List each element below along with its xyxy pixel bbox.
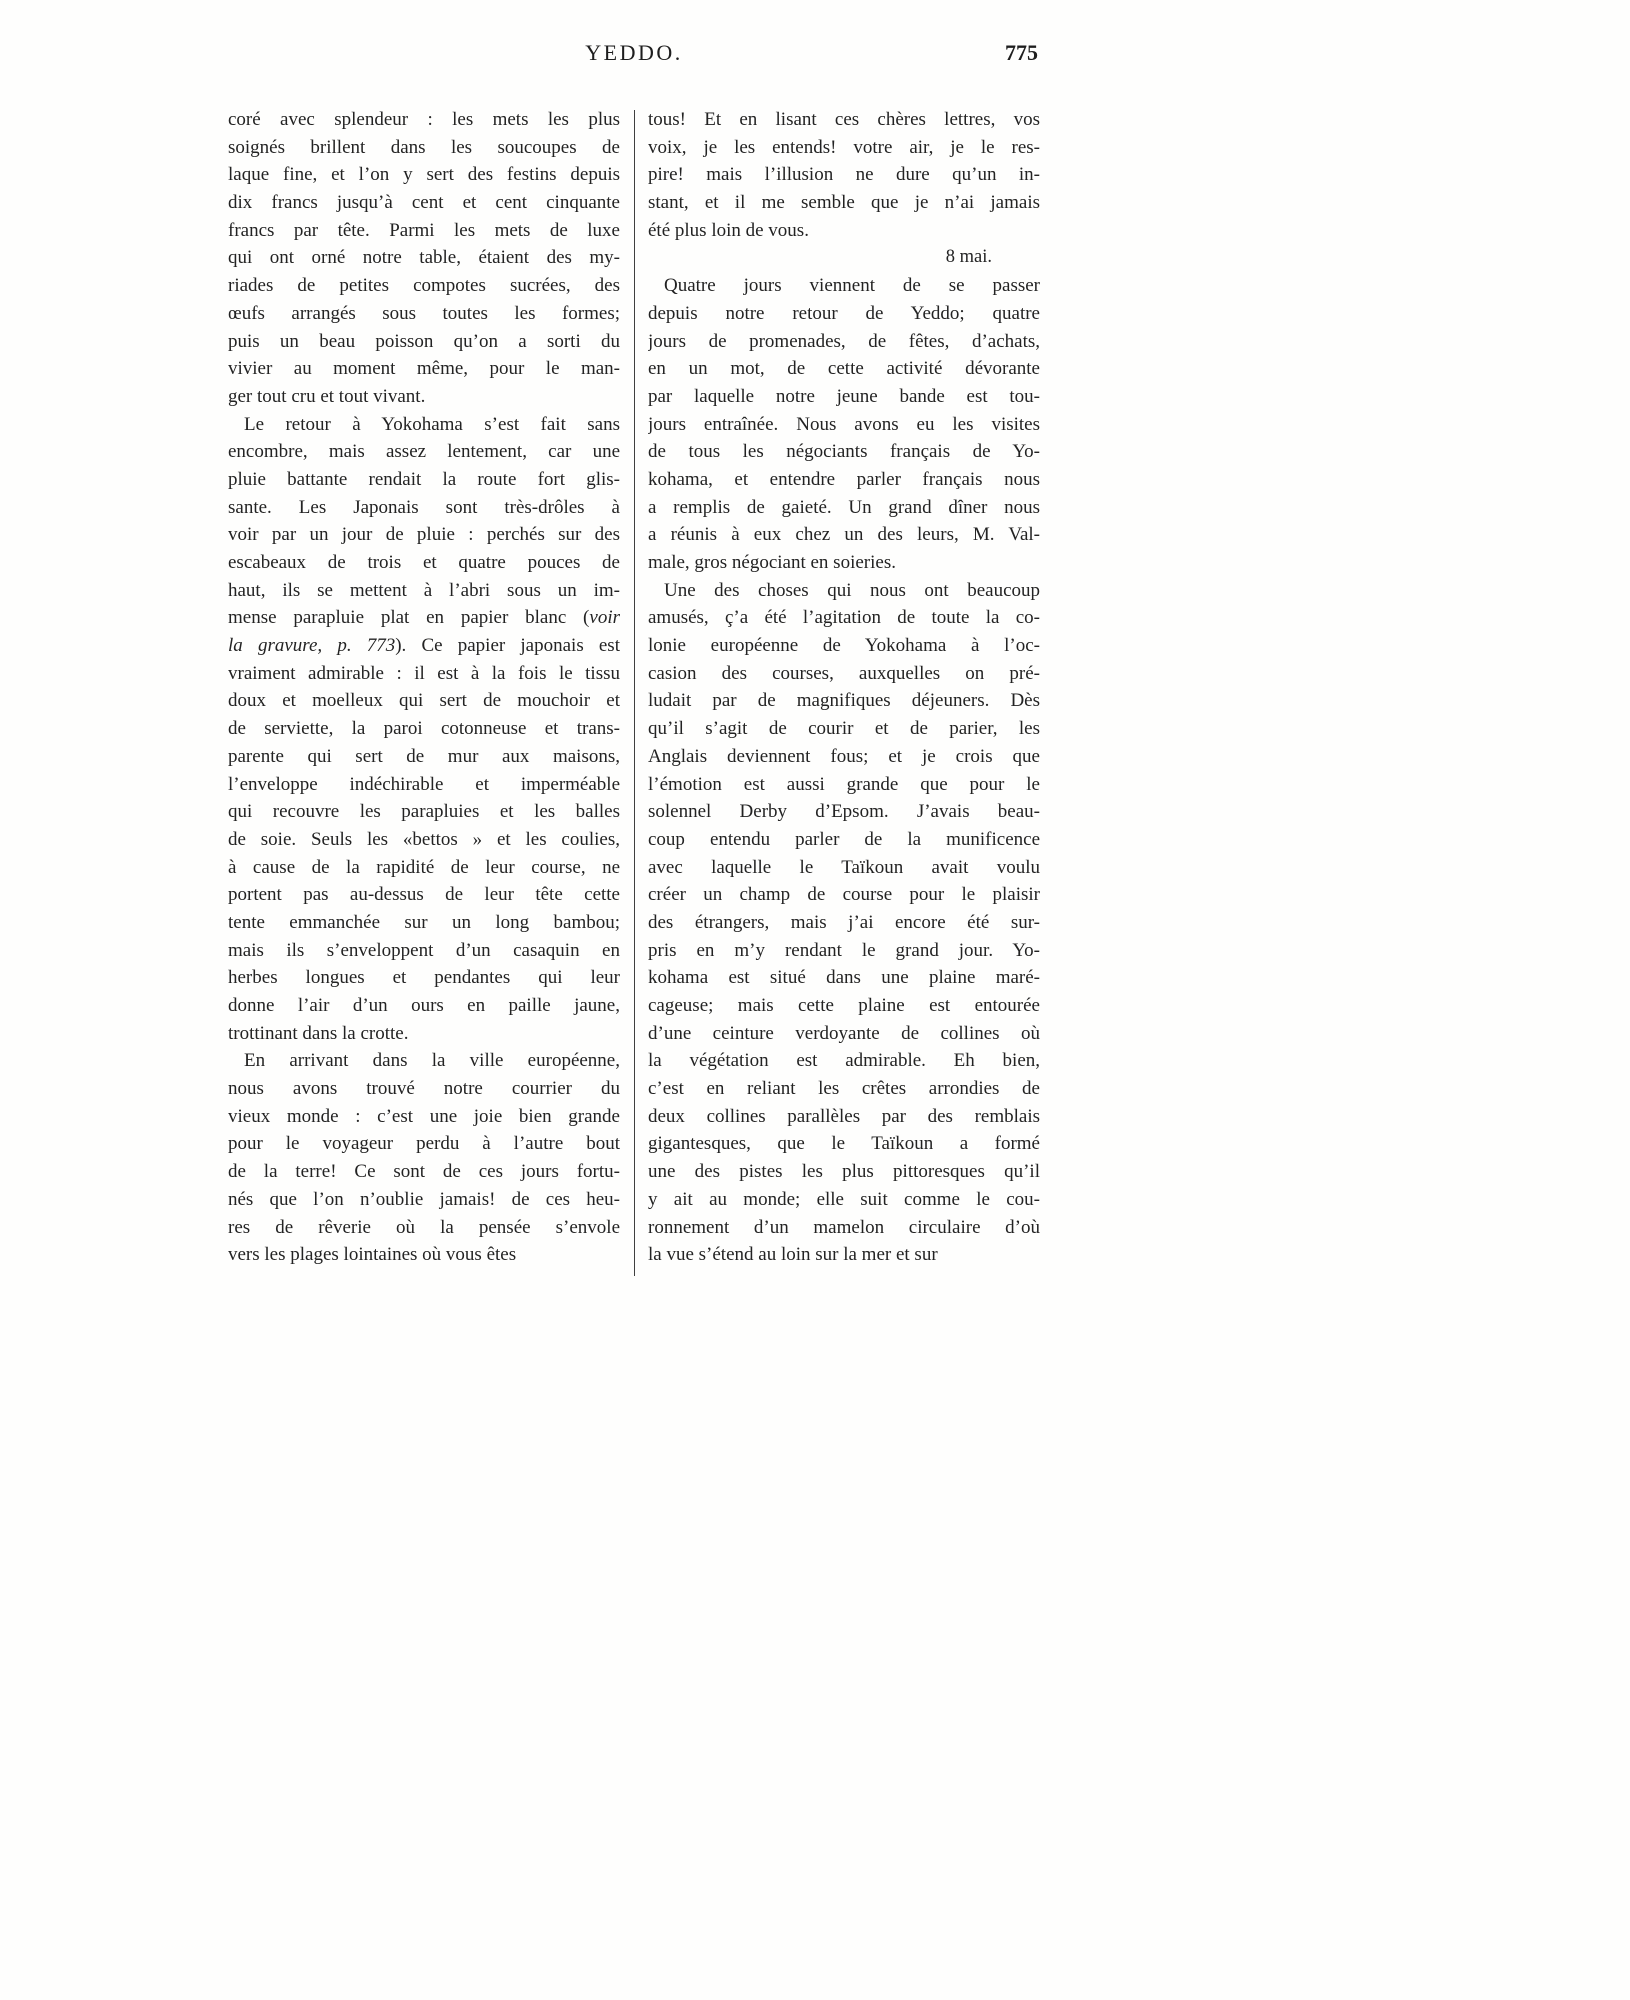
text-line: vraiment admirable : il est à la fois le tissu [228, 662, 620, 684]
text-line: de soie. Seuls les «bettos » et les coulies, [228, 828, 620, 850]
paragraph [228, 411, 620, 1048]
page-number: 775 [1005, 40, 1038, 65]
text-line: nés que l’on n’oublie jamais! de ces heu- [228, 1188, 620, 1210]
text-line: Anglais deviennent fous; et je crois que [648, 745, 1040, 767]
text-line: la gravure, p. 773). Ce papier japonais est [228, 635, 620, 657]
text-line: dix francs jusqu’à cent et cent cinquante [228, 192, 620, 214]
text-line: voix, je les entends! votre air, je le res- [648, 136, 1040, 158]
text-line: sante. Les Japonais sont très-drôles à [228, 496, 620, 518]
text-line: de serviette, la paroi cotonneuse et trans- [228, 718, 620, 740]
column-left [228, 106, 620, 1269]
text-line: tous! Et en lisant ces chères lettres, vos [648, 109, 1040, 130]
text-line: y ait au monde; elle suit comme le cou- [648, 1188, 1040, 1210]
text-line: Une des choses qui nous ont beaucoup [664, 579, 1040, 601]
text-line: res de rêverie où la pensée s’envole [228, 1216, 620, 1238]
text-line: jours de promenades, de fêtes, d’achats, [648, 330, 1040, 352]
text-line: depuis notre retour de Yeddo; quatre [648, 302, 1040, 324]
text-line: haut, ils se mettent à l’abri sous un im- [228, 579, 620, 601]
text-line: l’enveloppe indéchirable et imperméable [228, 773, 620, 795]
text-line: la végétation est admirable. Eh bien, [648, 1050, 1040, 1072]
text-line: parente qui sert de mur aux maisons, [228, 745, 620, 767]
text-line: donne l’air d’un ours en paille jaune, [228, 995, 620, 1016]
text-line: Quatre jours viennent de se passer [664, 275, 1040, 297]
text-line: mais ils s’enveloppent d’un casaquin en [228, 939, 620, 961]
text-line: jours entraînée. Nous avons eu les visites [648, 413, 1040, 435]
text-line: casion des courses, auxquelles on pré- [648, 662, 1040, 684]
text-line: vieux monde : c’est une joie bien grande [228, 1105, 620, 1127]
paragraph [648, 577, 1040, 1269]
text-line: laque fine, et l’on y sert des festins depuis [228, 164, 620, 186]
text-line: gigantesques, que le Taïkoun a formé [648, 1133, 1040, 1155]
text-line: créer un champ de course pour le plaisir [648, 884, 1040, 906]
paragraph [648, 106, 1040, 244]
text-line: été plus loin de vous. [648, 219, 809, 241]
text-line: vivier au moment même, pour le man- [228, 358, 620, 380]
text-line: trottinant dans la crotte. [228, 1022, 409, 1044]
text-line: par laquelle notre jeune bande est tou- [648, 385, 1040, 407]
text-line: En arrivant dans la ville européenne, [244, 1050, 620, 1072]
text-line: c’est en reliant les crêtes arrondies de [648, 1078, 1040, 1100]
text-line: soignés brillent dans les soucoupes de [228, 136, 620, 158]
text-line: deux collines parallèles par des remblais [648, 1105, 1040, 1127]
text-line: male, gros négociant en soieries. [648, 552, 896, 573]
paragraph [648, 272, 1040, 577]
text-line: qu’il s’agit de courir et de parier, les [648, 718, 1040, 740]
text-line: Le retour à Yokohama s’est fait sans [244, 413, 620, 435]
text-line: pire! mais l’illusion ne dure qu’un in- [648, 164, 1040, 186]
text-line: ronnement d’un mamelon circulaire d’où [648, 1216, 1040, 1238]
text-columns [228, 106, 1040, 1276]
text-line: riades de petites compotes sucrées, des [228, 275, 620, 297]
text-line: d’une ceinture verdoyante de collines où [648, 1022, 1040, 1044]
text-line: pour le voyageur perdu à l’autre bout [228, 1133, 620, 1155]
text-line: l’émotion est aussi grande que pour le [648, 773, 1040, 795]
column-right [648, 106, 1040, 1269]
text-line: a réunis à eux chez un des leurs, M. Val- [648, 524, 1040, 546]
text-line: pris en m’y rendant le grand jour. Yo- [648, 939, 1040, 961]
text-line: de la terre! Ce sont de ces jours fortu- [228, 1161, 620, 1183]
text-line: portent pas au-dessus de leur tête cette [228, 884, 620, 906]
text-line: cageuse; mais cette plaine est entourée [648, 995, 1040, 1016]
text-line: à cause de la rapidité de leur course, ne [228, 856, 620, 878]
text-line: coré avec splendeur : les mets les plus [228, 109, 620, 130]
text-line: puis un beau poisson qu’on a sorti du [228, 330, 620, 352]
text-line: encombre, mais assez lentement, car une [228, 441, 620, 463]
text-line: coup entendu parler de la munificence [648, 828, 1040, 850]
text-line: une des pistes les plus pittoresques qu’il [648, 1161, 1040, 1183]
text-line: a remplis de gaieté. Un grand dîner nous [648, 496, 1040, 518]
text-line: œufs arrangés sous toutes les formes; [228, 302, 620, 324]
running-title: YEDDO. [585, 40, 683, 65]
text-line: solennel Derby d’Epsom. J’avais beau- [648, 801, 1040, 823]
column-divider [634, 110, 635, 1276]
text-line: la vue s’étend au loin sur la mer et sur [648, 1244, 938, 1266]
text-line: amusés, ç’a été l’agitation de toute la co- [648, 607, 1040, 629]
paragraph [228, 1047, 620, 1269]
text-line: qui recouvre les parapluies et les balles [228, 801, 620, 823]
text-line: francs par tête. Parmi les mets de luxe [228, 219, 620, 241]
text-line: nous avons trouvé notre courrier du [228, 1078, 620, 1100]
text-line: des étrangers, mais j’ai encore été sur- [648, 911, 1040, 933]
text-line: escabeaux de trois et quatre pouces de [228, 552, 620, 573]
text-line: herbes longues et pendantes qui leur [228, 967, 620, 989]
text-line: lonie européenne de Yokohama à l’oc- [648, 635, 1040, 657]
text-line: de tous les négociants français de Yo- [648, 441, 1040, 463]
text-line: pluie battante rendait la route fort glis- [228, 468, 620, 490]
text-line: stant, et il me semble que je n’ai jamais [648, 192, 1040, 214]
page-header [228, 40, 1040, 74]
text-line: ger tout cru et tout vivant. [228, 385, 426, 407]
text-line: doux et moelleux qui sert de mouchoir et [228, 690, 620, 712]
text-line: en un mot, de cette activité dévorante [648, 358, 1040, 380]
text-line: tente emmanchée sur un long bambou; [228, 911, 620, 933]
text-line: mense parapluie plat en papier blanc (voir [228, 607, 620, 629]
text-line: avec laquelle le Taïkoun avait voulu [648, 856, 1040, 878]
text-line: ludait par de magnifiques déjeuners. Dès [648, 690, 1040, 712]
paragraph [228, 106, 620, 411]
text-line: qui ont orné notre table, étaient des my- [228, 247, 620, 269]
text-line: kohama, et entendre parler français nous [648, 468, 1040, 490]
text-line: voir par un jour de pluie : perchés sur des [228, 524, 620, 546]
text-line: vers les plages lointaines où vous êtes [228, 1244, 517, 1266]
dateline: 8 mai. [945, 247, 992, 268]
text-line: kohama est situé dans une plaine maré- [648, 967, 1040, 989]
